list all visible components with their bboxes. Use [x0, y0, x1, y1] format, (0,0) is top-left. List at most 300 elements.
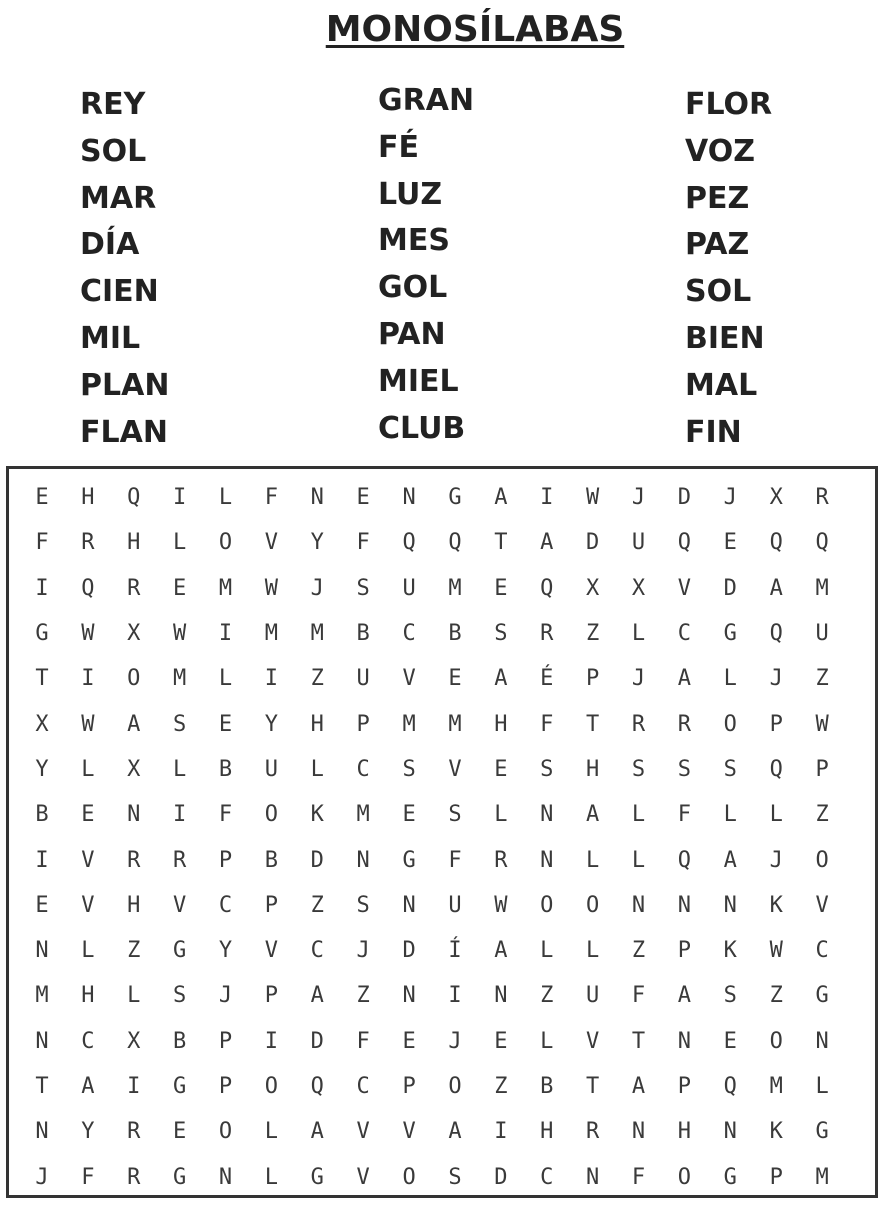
- grid-letter[interactable]: U: [402, 575, 416, 601]
- grid-letter[interactable]: N: [402, 983, 416, 1009]
- grid-letter[interactable]: L: [81, 938, 95, 964]
- grid-letter[interactable]: W: [494, 892, 508, 918]
- grid-letter[interactable]: I: [264, 666, 279, 692]
- grid-letter[interactable]: Y: [35, 756, 49, 782]
- grid-letter[interactable]: Y: [310, 530, 324, 556]
- grid-letter[interactable]: Q: [310, 1074, 324, 1099]
- grid-letter[interactable]: C: [356, 756, 370, 782]
- grid-letter[interactable]: T: [35, 1074, 49, 1099]
- grid-letter[interactable]: U: [631, 530, 646, 556]
- grid-letter[interactable]: S: [448, 802, 462, 828]
- grid-letter[interactable]: A: [723, 847, 737, 873]
- grid-letter[interactable]: G: [723, 1164, 737, 1190]
- word-list-item: PLAN: [80, 367, 170, 403]
- grid-letter[interactable]: G: [172, 938, 187, 964]
- grid-letter[interactable]: N: [631, 1119, 646, 1145]
- grid-letter[interactable]: E: [356, 485, 370, 511]
- grid-letter[interactable]: V: [356, 1119, 370, 1145]
- grid-letter[interactable]: R: [815, 485, 829, 511]
- grid-letter[interactable]: Z: [310, 666, 324, 692]
- grid-letter[interactable]: D: [677, 485, 692, 511]
- grid-letter[interactable]: S: [494, 621, 508, 647]
- grid-letter[interactable]: Z: [769, 983, 783, 1009]
- grid-letter[interactable]: U: [356, 666, 370, 692]
- grid-letter[interactable]: J: [310, 575, 324, 601]
- grid-letter[interactable]: C: [677, 621, 692, 647]
- grid-letter[interactable]: O: [723, 711, 737, 737]
- grid-letter[interactable]: H: [127, 530, 141, 556]
- grid-letter[interactable]: M: [815, 575, 829, 601]
- grid-letter[interactable]: V: [677, 575, 692, 601]
- grid-letter[interactable]: L: [631, 847, 646, 873]
- grid-letter[interactable]: P: [677, 938, 692, 964]
- grid-letter[interactable]: V: [356, 1164, 370, 1190]
- grid-letter[interactable]: R: [172, 847, 187, 873]
- grid-letter[interactable]: M: [35, 983, 49, 1009]
- grid-letter[interactable]: O: [127, 666, 141, 692]
- grid-letter[interactable]: Y: [81, 1119, 95, 1145]
- grid-letter[interactable]: M: [769, 1074, 783, 1099]
- grid-letter[interactable]: L: [494, 802, 508, 828]
- grid-letter[interactable]: M: [264, 621, 279, 647]
- grid-letter[interactable]: J: [631, 666, 646, 692]
- grid-letter[interactable]: X: [127, 1028, 141, 1054]
- grid-letter[interactable]: S: [677, 756, 692, 782]
- grid-letter[interactable]: N: [402, 485, 416, 511]
- grid-letter[interactable]: Z: [815, 666, 829, 692]
- grid-letter[interactable]: U: [264, 756, 279, 782]
- grid-letter[interactable]: V: [81, 892, 95, 918]
- grid-letter[interactable]: M: [310, 621, 324, 647]
- grid-letter[interactable]: I: [35, 575, 49, 601]
- grid-letter[interactable]: S: [356, 575, 370, 601]
- grid-letter[interactable]: Q: [448, 530, 462, 556]
- word-list-item: PAN: [378, 316, 446, 352]
- grid-letter[interactable]: O: [815, 847, 829, 873]
- grid-letter[interactable]: C: [218, 892, 233, 918]
- grid-letter[interactable]: N: [310, 485, 324, 511]
- word-list-item: DÍA: [80, 227, 140, 263]
- grid-letter[interactable]: D: [494, 1164, 508, 1190]
- grid-letter[interactable]: N: [723, 892, 737, 918]
- grid-letter[interactable]: E: [218, 711, 233, 737]
- word-list-item: FIN: [685, 414, 742, 450]
- grid-letter[interactable]: S: [540, 756, 554, 782]
- grid-letter[interactable]: O: [218, 530, 233, 556]
- grid-letter[interactable]: J: [448, 1028, 462, 1054]
- grid-letter[interactable]: Q: [815, 530, 829, 556]
- grid-letter[interactable]: I: [81, 666, 95, 692]
- grid-letter[interactable]: Q: [769, 621, 783, 647]
- grid-letter[interactable]: V: [402, 1119, 416, 1145]
- grid-letter[interactable]: D: [723, 575, 737, 601]
- grid-letter[interactable]: I: [172, 802, 187, 828]
- grid-letter[interactable]: Z: [815, 802, 829, 828]
- grid-letter[interactable]: F: [356, 1028, 370, 1054]
- grid-letter[interactable]: M: [172, 666, 187, 692]
- word-list-item: FÉ: [378, 129, 419, 165]
- grid-letter[interactable]: Q: [81, 575, 95, 601]
- grid-letter[interactable]: R: [677, 711, 692, 737]
- grid-letter[interactable]: Q: [723, 1074, 737, 1099]
- grid-letter[interactable]: I: [35, 847, 49, 873]
- grid-letter[interactable]: Z: [540, 983, 554, 1009]
- grid-letter[interactable]: N: [127, 802, 141, 828]
- grid-letter[interactable]: Í: [448, 938, 462, 964]
- grid-letter[interactable]: F: [264, 485, 279, 511]
- grid-letter[interactable]: A: [448, 1119, 462, 1145]
- grid-letter[interactable]: I: [264, 1028, 279, 1054]
- grid-letter[interactable]: A: [127, 711, 141, 737]
- grid-letter[interactable]: P: [218, 1028, 233, 1054]
- grid-letter[interactable]: G: [172, 1074, 187, 1099]
- grid-letter[interactable]: S: [448, 1164, 462, 1190]
- grid-letter[interactable]: S: [356, 892, 370, 918]
- grid-letter[interactable]: W: [81, 711, 95, 737]
- grid-letter[interactable]: O: [218, 1119, 233, 1145]
- grid-letter[interactable]: E: [172, 1119, 187, 1145]
- grid-letter[interactable]: N: [723, 1119, 737, 1145]
- grid-letter[interactable]: X: [127, 621, 141, 647]
- grid-letter[interactable]: N: [540, 847, 554, 873]
- grid-letter[interactable]: L: [172, 530, 187, 556]
- grid-letter[interactable]: L: [218, 666, 233, 692]
- grid-letter[interactable]: L: [815, 1074, 829, 1099]
- grid-letter[interactable]: F: [35, 530, 49, 556]
- grid-letter[interactable]: S: [631, 756, 646, 782]
- grid-letter[interactable]: T: [586, 711, 600, 737]
- grid-letter[interactable]: J: [723, 485, 737, 511]
- page-title-text: MONOSÍLABAS: [325, 9, 625, 50]
- grid-letter[interactable]: A: [494, 485, 508, 511]
- grid-letter[interactable]: V: [815, 892, 829, 918]
- grid-letter[interactable]: B: [172, 1028, 187, 1054]
- grid-letter[interactable]: Y: [264, 711, 279, 737]
- grid-letter[interactable]: X: [769, 485, 783, 511]
- grid-letter[interactable]: E: [494, 756, 508, 782]
- grid-letter[interactable]: P: [815, 756, 829, 782]
- grid-letter[interactable]: F: [631, 983, 646, 1009]
- grid-letter[interactable]: J: [631, 485, 646, 511]
- grid-letter[interactable]: O: [769, 1028, 783, 1054]
- grid-letter[interactable]: L: [218, 485, 233, 511]
- grid-letter[interactable]: J: [769, 847, 783, 873]
- grid-letter[interactable]: J: [356, 938, 370, 964]
- grid-letter[interactable]: V: [81, 847, 95, 873]
- grid-letter[interactable]: N: [815, 1028, 829, 1054]
- grid-letter[interactable]: L: [631, 621, 646, 647]
- grid-letter[interactable]: J: [218, 983, 233, 1009]
- grid-letter[interactable]: B: [448, 621, 462, 647]
- grid-letter[interactable]: N: [35, 1028, 49, 1054]
- grid-letter[interactable]: V: [264, 938, 279, 964]
- grid-letter[interactable]: E: [448, 666, 462, 692]
- grid-letter[interactable]: T: [35, 666, 49, 692]
- word-list-item: BIEN: [685, 320, 765, 356]
- grid-letter[interactable]: A: [677, 983, 692, 1009]
- grid-letter[interactable]: O: [448, 1074, 462, 1099]
- grid-letter[interactable]: I: [448, 983, 462, 1009]
- grid-letter[interactable]: U: [815, 621, 829, 647]
- grid-letter[interactable]: H: [540, 1119, 554, 1145]
- grid-letter[interactable]: P: [586, 666, 600, 692]
- grid-letter[interactable]: G: [815, 983, 829, 1009]
- grid-letter[interactable]: B: [264, 847, 279, 873]
- grid-letter[interactable]: H: [81, 485, 95, 511]
- grid-letter[interactable]: S: [172, 983, 187, 1009]
- grid-letter[interactable]: H: [81, 983, 95, 1009]
- grid-letter[interactable]: A: [81, 1074, 95, 1099]
- grid-letter[interactable]: N: [586, 1164, 600, 1190]
- grid-letter[interactable]: C: [402, 621, 416, 647]
- grid-letter[interactable]: E: [494, 575, 508, 601]
- grid-letter[interactable]: H: [586, 756, 600, 782]
- grid-letter[interactable]: D: [310, 847, 324, 873]
- grid-letter[interactable]: Z: [310, 892, 324, 918]
- word-list-item: SOL: [80, 133, 147, 169]
- grid-letter[interactable]: N: [218, 1164, 233, 1190]
- grid-letter[interactable]: F: [81, 1164, 95, 1190]
- grid-letter[interactable]: P: [402, 1074, 416, 1099]
- grid-letter[interactable]: L: [264, 1164, 279, 1190]
- grid-letter[interactable]: I: [218, 621, 233, 647]
- grid-letter[interactable]: Q: [769, 756, 783, 782]
- grid-letter[interactable]: A: [540, 530, 554, 556]
- grid-letter[interactable]: D: [310, 1028, 324, 1054]
- grid-letter[interactable]: S: [723, 756, 737, 782]
- word-list-item: GOL: [378, 270, 448, 306]
- grid-letter[interactable]: C: [81, 1028, 95, 1054]
- grid-letter[interactable]: H: [127, 892, 141, 918]
- grid-letter[interactable]: N: [35, 1119, 49, 1145]
- grid-letter[interactable]: L: [540, 1028, 554, 1054]
- grid-letter[interactable]: P: [218, 1074, 233, 1099]
- grid-letter[interactable]: Q: [127, 485, 141, 511]
- grid-letter[interactable]: P: [769, 711, 783, 737]
- grid-letter[interactable]: W: [264, 575, 279, 601]
- grid-letter[interactable]: X: [35, 711, 49, 737]
- grid-letter[interactable]: R: [631, 711, 646, 737]
- grid-letter[interactable]: R: [540, 621, 554, 647]
- grid-letter[interactable]: T: [494, 530, 508, 556]
- grid-letter[interactable]: M: [218, 575, 233, 601]
- grid-letter[interactable]: M: [448, 575, 462, 601]
- grid-letter[interactable]: N: [494, 983, 508, 1009]
- grid-letter[interactable]: M: [356, 802, 370, 828]
- grid-letter[interactable]: C: [540, 1164, 554, 1190]
- word-list-item: CLUB: [378, 410, 466, 446]
- grid-letter[interactable]: N: [35, 938, 49, 964]
- grid-letter[interactable]: N: [540, 802, 554, 828]
- grid-letter[interactable]: N: [356, 847, 370, 873]
- grid-letter[interactable]: H: [494, 711, 508, 737]
- grid-letter[interactable]: X: [631, 575, 646, 601]
- grid-letter[interactable]: F: [448, 847, 462, 873]
- grid-letter[interactable]: I: [127, 1074, 141, 1099]
- grid-letter[interactable]: Z: [494, 1074, 508, 1099]
- grid-letter[interactable]: E: [402, 1028, 416, 1054]
- grid-letter[interactable]: A: [677, 666, 692, 692]
- grid-letter[interactable]: P: [677, 1074, 692, 1099]
- grid-letter[interactable]: F: [631, 1164, 646, 1190]
- grid-letter[interactable]: E: [35, 485, 49, 511]
- grid-letter[interactable]: I: [540, 485, 554, 511]
- grid-letter[interactable]: U: [586, 983, 600, 1009]
- grid-letter[interactable]: D: [402, 938, 416, 964]
- grid-letter[interactable]: T: [586, 1074, 600, 1099]
- grid-letter[interactable]: A: [631, 1074, 646, 1099]
- grid-letter[interactable]: I: [172, 485, 187, 511]
- grid-letter[interactable]: R: [127, 1119, 141, 1145]
- grid-letter[interactable]: L: [172, 756, 187, 782]
- grid-letter[interactable]: R: [127, 1164, 141, 1190]
- grid-letter[interactable]: G: [815, 1119, 829, 1145]
- grid-letter[interactable]: R: [494, 847, 508, 873]
- grid-letter[interactable]: L: [586, 847, 600, 873]
- grid-letter[interactable]: S: [723, 983, 737, 1009]
- grid-letter[interactable]: O: [402, 1164, 416, 1190]
- word-list-item: PEZ: [685, 180, 750, 216]
- grid-letter[interactable]: F: [677, 802, 692, 828]
- grid-letter[interactable]: L: [310, 756, 324, 782]
- grid-letter[interactable]: B: [356, 621, 370, 647]
- grid-letter[interactable]: O: [264, 1074, 279, 1099]
- grid-letter[interactable]: S: [402, 756, 416, 782]
- grid-letter[interactable]: A: [310, 983, 324, 1009]
- grid-letter[interactable]: M: [402, 711, 416, 737]
- grid-letter[interactable]: L: [723, 802, 737, 828]
- grid-letter[interactable]: N: [631, 892, 646, 918]
- grid-letter[interactable]: C: [815, 938, 829, 964]
- grid-letter[interactable]: L: [723, 666, 737, 692]
- grid-letter[interactable]: K: [769, 1119, 783, 1145]
- grid-letter[interactable]: Z: [127, 938, 141, 964]
- grid-letter[interactable]: Q: [402, 530, 416, 556]
- grid-letter[interactable]: O: [540, 892, 554, 918]
- grid-letter[interactable]: V: [448, 756, 462, 782]
- grid-letter[interactable]: K: [310, 802, 324, 828]
- grid-letter[interactable]: M: [815, 1164, 829, 1190]
- grid-letter[interactable]: L: [540, 938, 554, 964]
- grid-letter[interactable]: S: [172, 711, 187, 737]
- grid-letter[interactable]: M: [448, 711, 462, 737]
- grid-letter[interactable]: H: [310, 711, 324, 737]
- grid-letter[interactable]: E: [81, 802, 95, 828]
- grid-letter[interactable]: Z: [586, 621, 600, 647]
- grid-letter[interactable]: G: [35, 621, 49, 647]
- grid-letter[interactable]: X: [586, 575, 600, 601]
- grid-letter[interactable]: É: [540, 666, 554, 692]
- grid-letter[interactable]: E: [723, 530, 737, 556]
- grid-letter[interactable]: P: [769, 1164, 783, 1190]
- grid-letter[interactable]: G: [310, 1164, 324, 1190]
- grid-letter[interactable]: H: [677, 1119, 692, 1145]
- grid-letter[interactable]: A: [310, 1119, 324, 1145]
- grid-letter[interactable]: L: [631, 802, 646, 828]
- grid-letter[interactable]: Z: [356, 983, 370, 1009]
- grid-letter[interactable]: W: [586, 485, 600, 511]
- grid-letter[interactable]: C: [356, 1074, 370, 1099]
- grid-letter[interactable]: F: [356, 530, 370, 556]
- grid-letter[interactable]: B: [35, 802, 49, 828]
- grid-letter[interactable]: G: [723, 621, 737, 647]
- grid-letter[interactable]: A: [769, 575, 783, 601]
- grid-letter[interactable]: G: [448, 485, 462, 511]
- grid-letter[interactable]: L: [769, 802, 783, 828]
- grid-letter[interactable]: V: [586, 1028, 600, 1054]
- grid-letter[interactable]: O: [586, 892, 600, 918]
- grid-letter[interactable]: J: [35, 1164, 49, 1190]
- grid-letter[interactable]: Q: [769, 530, 783, 556]
- grid-letter[interactable]: P: [264, 892, 279, 918]
- grid-letter[interactable]: V: [172, 892, 187, 918]
- grid-letter[interactable]: X: [127, 756, 141, 782]
- grid-letter[interactable]: L: [264, 1119, 279, 1145]
- grid-letter[interactable]: P: [356, 711, 370, 737]
- grid-letter[interactable]: R: [127, 847, 141, 873]
- grid-letter[interactable]: F: [218, 802, 233, 828]
- grid-letter[interactable]: W: [815, 711, 829, 737]
- grid-letter[interactable]: B: [540, 1074, 554, 1099]
- grid-letter[interactable]: W: [769, 938, 783, 964]
- grid-letter[interactable]: Q: [677, 530, 692, 556]
- grid-letter[interactable]: Q: [677, 847, 692, 873]
- grid-letter[interactable]: Z: [631, 938, 646, 964]
- grid-letter[interactable]: N: [677, 892, 692, 918]
- grid-letter[interactable]: J: [769, 666, 783, 692]
- grid-letter[interactable]: A: [494, 938, 508, 964]
- grid-letter[interactable]: L: [127, 983, 141, 1009]
- grid-letter[interactable]: R: [586, 1119, 600, 1145]
- grid-letter[interactable]: K: [769, 892, 783, 918]
- grid-letter[interactable]: I: [494, 1119, 508, 1145]
- grid-letter[interactable]: Y: [218, 938, 233, 964]
- grid-letter[interactable]: G: [402, 847, 416, 873]
- grid-letter[interactable]: L: [81, 756, 95, 782]
- grid-letter[interactable]: N: [677, 1028, 692, 1054]
- grid-letter[interactable]: W: [81, 621, 95, 647]
- grid-letter[interactable]: A: [494, 666, 508, 692]
- grid-letter[interactable]: Q: [540, 575, 554, 601]
- grid-letter[interactable]: E: [723, 1028, 737, 1054]
- grid-letter[interactable]: O: [677, 1164, 692, 1190]
- grid-letter[interactable]: O: [264, 802, 279, 828]
- grid-letter[interactable]: N: [402, 892, 416, 918]
- grid-letter[interactable]: L: [586, 938, 600, 964]
- grid-letter[interactable]: V: [402, 666, 416, 692]
- grid-letter[interactable]: C: [310, 938, 324, 964]
- grid-letter[interactable]: K: [723, 938, 737, 964]
- grid-letter[interactable]: E: [35, 892, 49, 918]
- grid-letter[interactable]: G: [172, 1164, 187, 1190]
- grid-letter[interactable]: P: [218, 847, 233, 873]
- grid-letter[interactable]: E: [402, 802, 416, 828]
- grid-letter[interactable]: E: [172, 575, 187, 601]
- grid-letter[interactable]: A: [586, 802, 600, 828]
- word-list-item: VOZ: [685, 133, 755, 169]
- grid-letter[interactable]: R: [81, 530, 95, 556]
- grid-letter[interactable]: B: [218, 756, 233, 782]
- grid-letter[interactable]: P: [264, 983, 279, 1009]
- grid-letter[interactable]: F: [540, 711, 554, 737]
- grid-letter[interactable]: E: [494, 1028, 508, 1054]
- grid-letter[interactable]: R: [127, 575, 141, 601]
- grid-letter[interactable]: V: [264, 530, 279, 556]
- grid-letter[interactable]: D: [586, 530, 600, 556]
- grid-letter[interactable]: W: [172, 621, 187, 647]
- grid-letter[interactable]: U: [448, 892, 462, 918]
- grid-letter[interactable]: T: [631, 1028, 646, 1054]
